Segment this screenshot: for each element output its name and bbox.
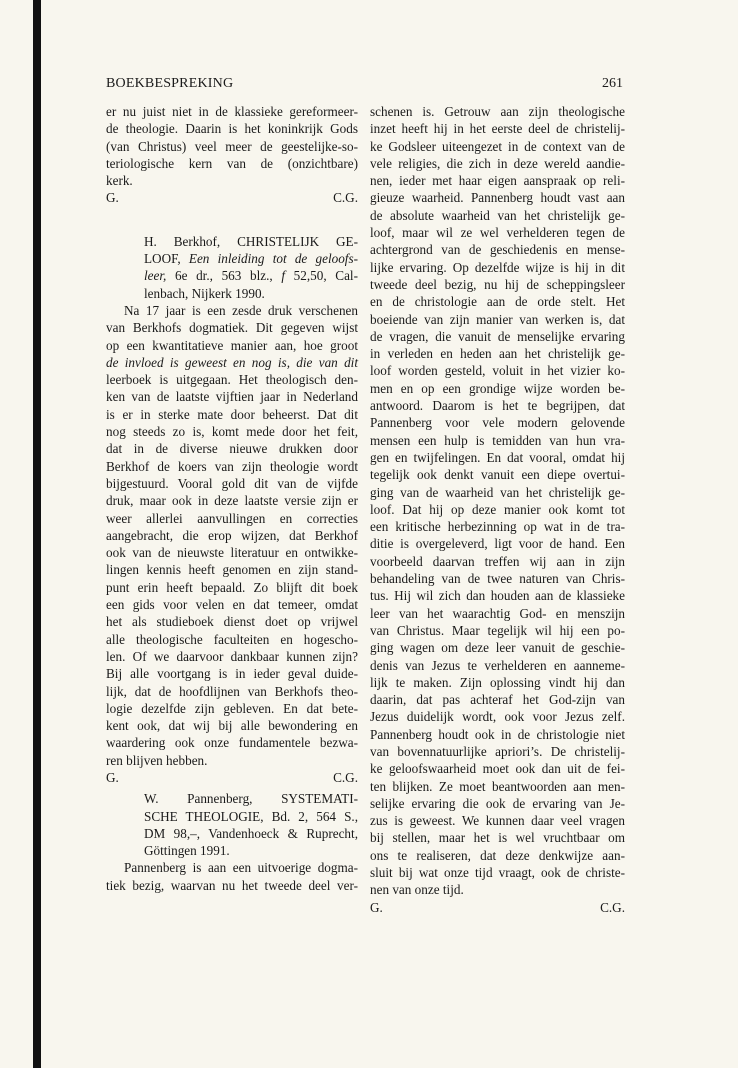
text-line: ook van de nieuwste literatuur en ontwikke-	[106, 545, 358, 561]
text-line: Pannenberg houdt ook in de christologie niet	[370, 726, 625, 742]
text-line: loof worden gesteld, voluit in het vizier ko-	[370, 363, 625, 379]
text-line: punt erin heeft bepaald. Zo blijft dit boek	[106, 579, 358, 595]
review-bibliography-berkhof	[106, 233, 358, 302]
text-line: kerk.	[106, 173, 133, 189]
text-line: Bij alle voortgang is in ieder geval duide-	[106, 666, 358, 682]
text-line: van bovennatuurlijke apriori’s. De christelij-	[370, 743, 625, 759]
text-line: ging wagen om deze leer vanuit de geschie-	[370, 640, 625, 656]
text-line: boeiende van zijn manier van werken is, dat	[370, 311, 625, 327]
text-line: teriologische kern van de (onzichtbare)	[106, 155, 358, 171]
bib-segment: 52,50, Cal-	[285, 268, 358, 284]
text-line: het als studieboek dienst doet op vrijwel	[106, 614, 358, 630]
text-line: van Berkhofs dogmatiek. Dit gegeven wijst	[106, 320, 358, 336]
text-line: druk, maar ook in deze laatste versie zijn er	[106, 493, 358, 509]
signature-initial: G.	[370, 899, 383, 915]
bib-line	[106, 267, 358, 284]
text-line: nog steeds zo is, komt mede door het feit,	[106, 424, 358, 440]
bib-segment: LOOF,	[144, 251, 189, 267]
text-line: tus. Hij wil zich dan houden aan de klassieke	[370, 588, 625, 604]
signature	[370, 899, 625, 916]
text-line: lijk te maken. Zijn oplossing vindt hij dan	[370, 674, 625, 690]
bib-line: SCHE THEOLOGIE, Bd. 2, 564 S.,	[144, 808, 358, 824]
text-line: is er in sterke mate door beheerst. Dat dit	[106, 406, 358, 422]
text-line: denis van Jezus te verhelderen en aanneme-	[370, 657, 625, 673]
signature-author: C.G.	[600, 899, 625, 915]
text-line: bijgestuurd. Vooral gold dit van de vijfde	[106, 475, 358, 491]
review-text-pannenberg-continued	[370, 103, 625, 899]
text-line: selijke ervaring die ook de ervaring van Je-	[370, 795, 625, 811]
text-line: ditie is overgeleverd, ligt voor de hand. Een	[370, 536, 625, 552]
text-line: ke Godsleer uiteengezet in de context van de	[370, 138, 625, 154]
text-line: vele religies, die zich in deze wereld aandie-	[370, 155, 625, 171]
signature-author: C.G.	[333, 190, 358, 206]
right-column	[370, 103, 625, 916]
text-line: gieuze waarheid. Pannenberg houdt vast aan	[370, 190, 625, 206]
page-number: 261	[602, 76, 623, 91]
text-line: logie dezelfde zijn gebleven. En dat bete-	[106, 700, 358, 716]
text-line: er nu juist niet in de klassieke gereformeer-	[106, 104, 358, 119]
text-line: daarin, dat pas achteraf het God-zijn van	[370, 692, 625, 708]
text-line: nen, ieder met haar eigen aanspraak op reli-	[370, 173, 625, 189]
text-line: tweede deel bezig, nu hij de scheppingsleer	[370, 276, 625, 292]
bib-line: H. Berkhof, CHRISTELIJK GE-	[144, 233, 358, 249]
signature-initial: G.	[106, 190, 119, 206]
text-line: dat in de diverse nieuwe drukken door	[106, 441, 358, 457]
text-line: loof, maar wil ze wel verhelderen tegen de	[370, 225, 625, 241]
text-line: op een kwantitatieve manier aan, hoe groot	[106, 337, 358, 353]
text-line: tegelijk ook denkt vanuit een diepe overtui-	[370, 467, 625, 483]
text-line: van Christus. Maar tegelijk wil hij een po-	[370, 622, 625, 638]
text-line: sluit bij wat onze tijd vraagt, ook de christe-	[370, 865, 625, 881]
text-line: Na 17 jaar is een zesde druk verschenen	[124, 302, 358, 318]
text-line: een kritische herbezinning op wat in de tra-	[370, 519, 625, 535]
signature	[106, 769, 358, 786]
text-line: de invloed is geweest en nog is, die van dit	[106, 354, 358, 370]
bib-segment: 6e dr., 563 blz.,	[166, 268, 282, 284]
text-line: lingen kennis heeft genomen en zijn stand-	[106, 562, 358, 578]
text-line: ken van de laatste vijftien jaar in Nederland	[106, 389, 358, 405]
text-line: bij stellen, maar het is wel vruchtbaar om	[370, 830, 625, 846]
text-line: mensen een hulp is temidden van hun vra-	[370, 432, 625, 448]
text-line: ging van de waarheid van het christelijk ge-	[370, 484, 625, 500]
scan-edge-bar	[33, 0, 41, 1068]
signature	[106, 189, 358, 206]
text-line: tiek bezig, waarvan nu het tweede deel ver-	[106, 877, 358, 893]
signature-author: C.G.	[333, 769, 358, 785]
text-line: ren blijven hebben.	[106, 752, 208, 768]
book-subtitle: leer,	[144, 268, 167, 284]
text-line: loof. Dat hij op deze manier ook komt tot	[370, 501, 625, 517]
bib-line	[106, 250, 358, 267]
text-line: antwoord. Daarom is het te begrijpen, dat	[370, 398, 625, 414]
text-line: alle theologische faculteiten en hogescho-	[106, 631, 358, 647]
text-line: schenen is. Getrouw aan zijn theologische	[370, 104, 625, 119]
intro-paragraph	[106, 103, 358, 189]
left-column	[106, 103, 358, 894]
review-text-berkhof	[106, 302, 358, 769]
text-line: gen en twijfelingen. En dat vooral, omdat hij	[370, 449, 625, 465]
text-line: Pannenberg is aan een uitvoerige dogma-	[124, 860, 358, 876]
review-text-pannenberg-start	[106, 859, 358, 894]
text-line: achtergrond van de geschiedenis en mense-	[370, 242, 625, 258]
text-line: leerboek is uitgegaan. Het theologisch den-	[106, 372, 358, 388]
text-line: ten blijken. Ze moet beantwoorden aan men-	[370, 778, 625, 794]
text-line: in verleden en heden aan het christelijk ge-	[370, 346, 625, 362]
text-line: Jezus duidelijk wordt, ook voor Jezus zelf.	[370, 709, 625, 725]
text-line: ke geloofswaarheid moet ook dan uit de fei-	[370, 761, 625, 777]
bib-line: lenbach, Nijkerk 1990.	[144, 285, 265, 301]
bib-line: W. Pannenberg, SYSTEMATI-	[144, 791, 358, 807]
text-line: zus is geweest. We kunnen daar veel vragen	[370, 813, 625, 829]
text-line: een gids voor velen en dat temeer, omdat	[106, 597, 358, 613]
text-line: behandeling van de twee naturen van Chris-	[370, 571, 625, 587]
text-line: de absolute waarheid van het christelijk ge-	[370, 207, 625, 223]
text-line: en de christologie aan de orde stelt. Het	[370, 294, 625, 310]
running-header: BOEKBESPREKING	[106, 76, 234, 91]
text-line: voorbeeld daarvan treffen wij aan in zijn	[370, 553, 625, 569]
text-line: Pannenberg voor vele modern gelovende	[370, 415, 625, 431]
text-line: men en op een grondige wijze worden be-	[370, 380, 625, 396]
text-line: len. Of we daarvoor dankbaar kunnen zijn?	[106, 648, 358, 664]
text-line: Berkhof de koers van zijn theologie wordt	[106, 458, 358, 474]
text-line: waardering ook onze fundamentele bezwa-	[106, 735, 358, 751]
text-line: leer van het waarachtig God- en menszijn	[370, 605, 625, 621]
text-line: de vragen, die vanuit de menselijke ervaring	[370, 328, 625, 344]
text-line: inzet heeft hij in het eerste deel de christelij-	[370, 121, 625, 137]
text-line: de theologie. Daarin is het koninkrijk Gods	[106, 121, 358, 137]
text-line: weer allerlei aanvullingen en correcties	[106, 510, 358, 526]
book-subtitle: Een inleiding tot de geloofs-	[188, 251, 358, 267]
text-line: (van Christus) veel meer de geestelijke-so-	[106, 138, 358, 154]
text-line: lijk, dat de hoofdlijnen van Berkhofs theo-	[106, 683, 358, 699]
text-line: aangebracht, die erop wijzen, dat Berkhof	[106, 527, 358, 543]
review-bibliography-pannenberg	[106, 790, 358, 859]
guilder-sign: f	[281, 268, 286, 284]
bib-line: Göttingen 1991.	[144, 843, 230, 859]
text-line: nen van onze tijd.	[370, 882, 464, 898]
signature-initial: G.	[106, 769, 119, 785]
bib-line: DM 98,–, Vandenhoeck & Ruprecht,	[144, 825, 358, 841]
text-line: ons te realiseren, dat deze denkwijze aan-	[370, 847, 625, 863]
text-line: kent ook, dat wij bij alle bewondering en	[106, 718, 358, 734]
text-line: lijke ervaring. Op dezelfde wijze is hij in dit	[370, 259, 625, 275]
